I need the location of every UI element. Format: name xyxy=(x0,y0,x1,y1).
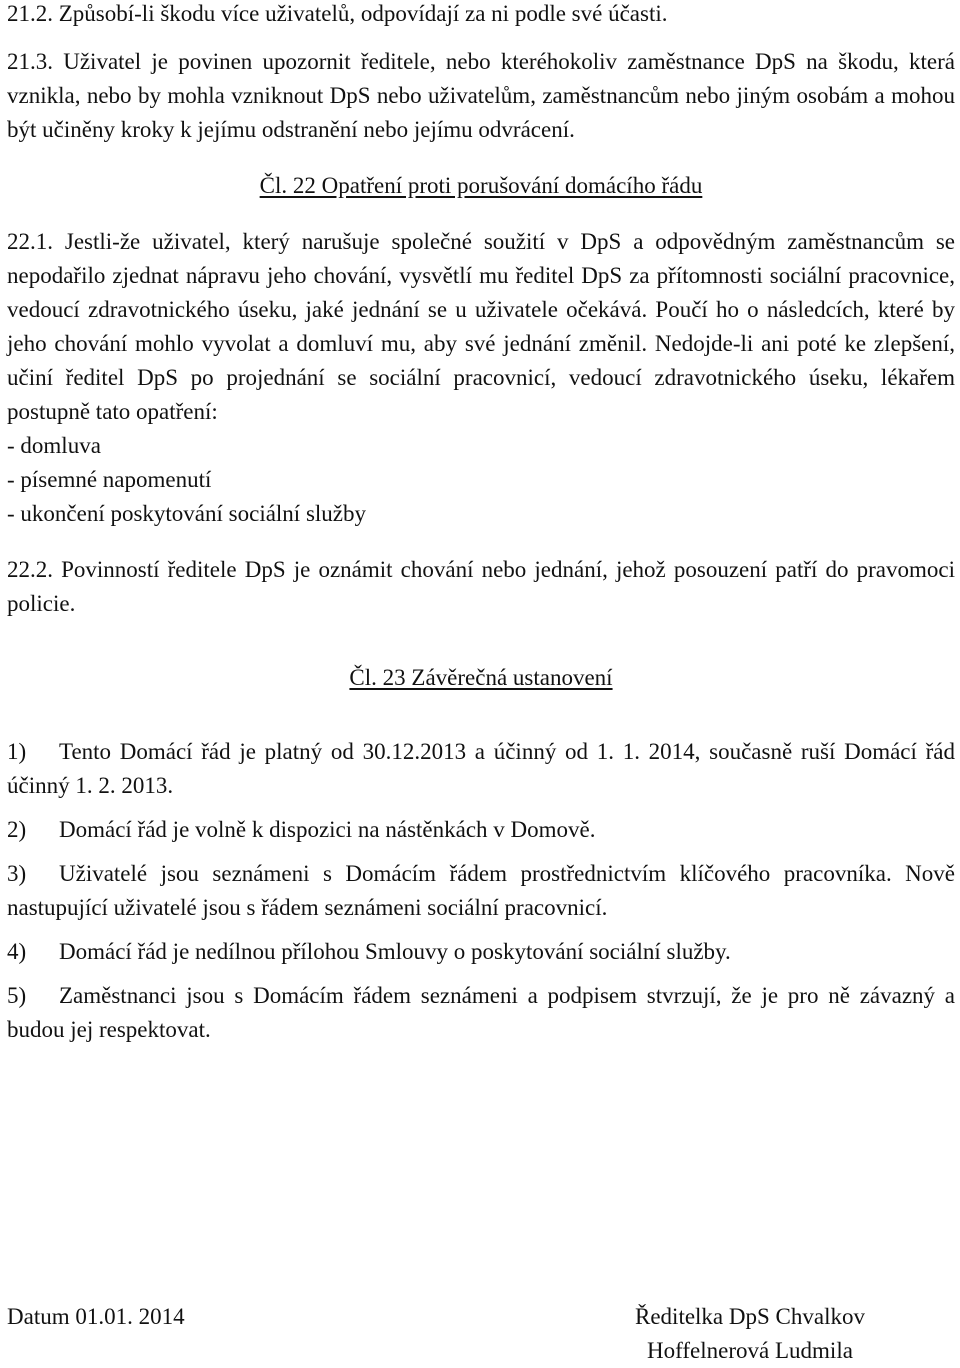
article-23-heading: Čl. 23 Závěrečná ustanovení xyxy=(349,665,613,690)
final-provision-item xyxy=(7,813,955,847)
paragraph-22-2: 22.2. Povinností ředitele DpS je oznámit chování nebo jednání, jehož posouzení patří do pravomoci policie. xyxy=(7,557,955,616)
final-provision-item xyxy=(7,979,955,1047)
paragraph-21-2: 21.2. Způsobí-li škodu více uživatelů, odpovídají za ni podle své účasti. xyxy=(7,1,668,26)
measure-item: - ukončení poskytování sociální služby xyxy=(7,501,366,526)
item-number: 4) xyxy=(7,939,27,964)
measure-item: - písemné napomenutí xyxy=(7,467,212,492)
item-text: Domácí řád je volně k dispozici na nástěnkách v Domově. xyxy=(59,817,596,842)
item-number: 5) xyxy=(7,983,27,1008)
measure-item: - domluva xyxy=(7,433,101,458)
final-provision-item xyxy=(7,857,955,925)
item-text: Uživatelé jsou seznámeni s Domácím řádem prostřednictvím klíčového pracovníka. Nově nastupující uživatelé jsou s řádem seznámeni sociální pracovnicí. xyxy=(7,861,955,920)
final-provision-item xyxy=(7,935,955,969)
item-number: 1) xyxy=(7,739,27,764)
item-number: 3) xyxy=(7,861,27,886)
final-provision-item xyxy=(7,735,955,803)
item-number: 2) xyxy=(7,817,27,842)
item-text: Domácí řád je nedílnou přílohou Smlouvy o poskytování sociální služby. xyxy=(59,939,731,964)
signature-block xyxy=(635,1300,865,1368)
paragraph-22-1: 22.1. Jestli-že uživatel, který narušuje společné soužití v DpS a odpovědným zaměstnancům se nepodařilo zjednat nápravu jeho chování, vysvětlí mu ředitel DpS za přítomnosti sociální pracovnice, vedoucí zdravotnického úseku, jaké jednání se u uživatele očekává. Poučí ho o následcích, které by jeho chování mohlo vyvolat a domluví mu, aby své jednání změnil. Nedojde-li ani poté ke zlepšení, učiní ředitel DpS po projednání se sociální pracovnicí, vedoucí zdravotnického úseku, lékařem postupně tato opatření: xyxy=(7,229,955,424)
final-provisions-list xyxy=(7,735,955,1047)
signature-title: Ředitelka DpS Chvalkov xyxy=(635,1304,865,1329)
document-date: Datum 01.01. 2014 xyxy=(7,1304,185,1329)
document-body xyxy=(7,0,955,1047)
paragraph-21-3: 21.3. Uživatel je povinen upozornit ředitele, nebo kteréhokoliv zaměstnance DpS na škodu, která vznikla, nebo by mohla vzniknout DpS nebo uživatelům, zaměstnancům nebo jiným osobám a mohou být učiněny kroky k jejímu odstranění nebo jejímu odvrácení. xyxy=(7,49,955,142)
item-text: Tento Domácí řád je platný od 30.12.2013 a účinný od 1. 1. 2014, současně ruší Domácí řád účinný 1. 2. 2013. xyxy=(7,739,955,798)
item-text: Zaměstnanci jsou s Domácím řádem seznámeni a podpisem stvrzují, že je pro ně závazný a budou jej respektovat. xyxy=(7,983,955,1042)
article-22-heading: Čl. 22 Opatření proti porušování domácího řádu xyxy=(259,173,703,198)
signature-name: Hoffelnerová Ludmila xyxy=(647,1338,853,1363)
